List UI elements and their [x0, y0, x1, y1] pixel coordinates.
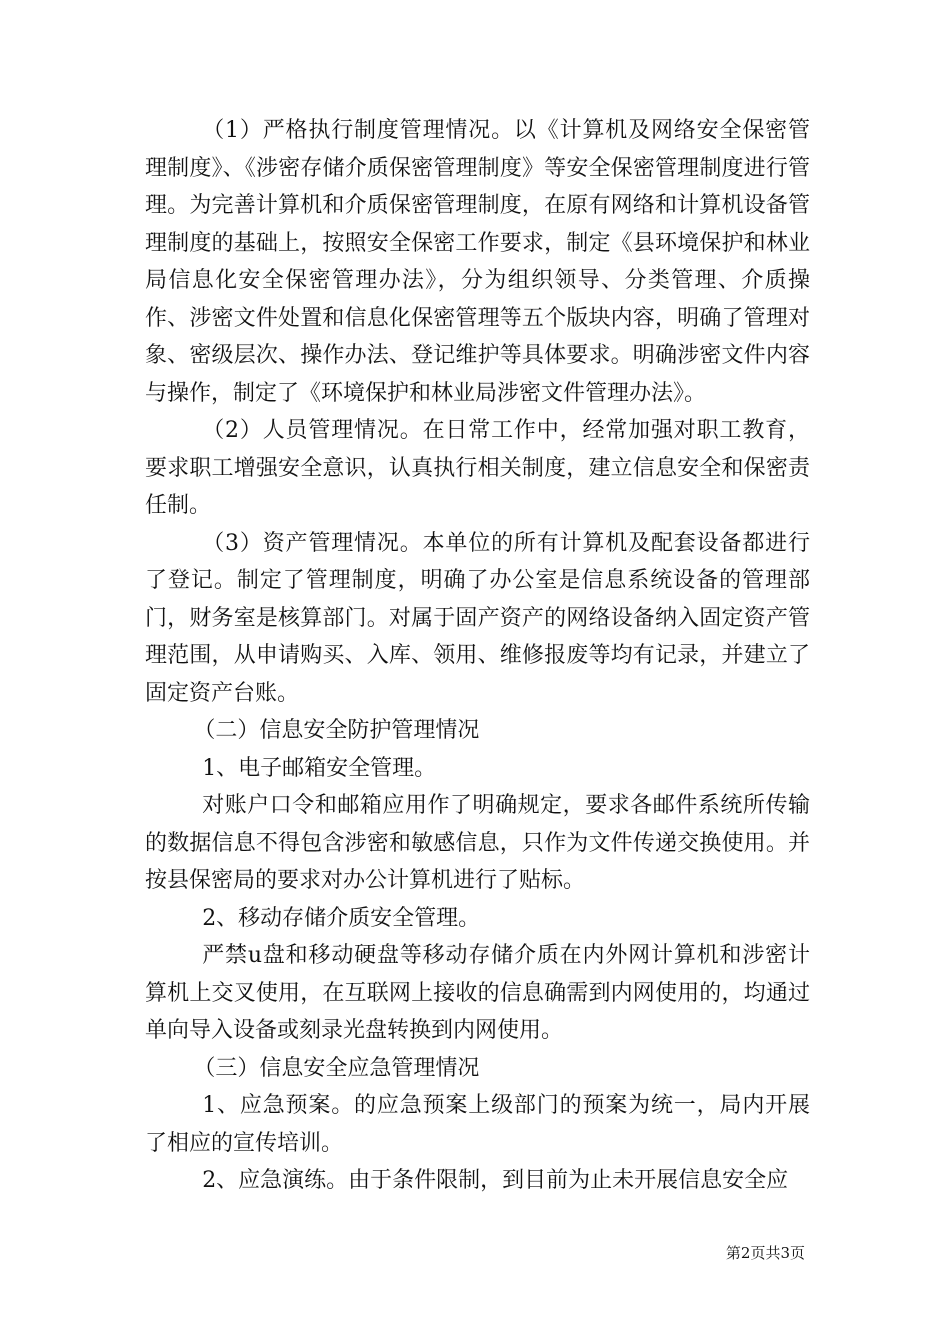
paragraph-emergency-drill: 2、应急演练。由于条件限制，到目前为止未开展信息安全应	[202, 1168, 789, 1193]
page-number-footer: 第2页共3页	[725, 1244, 805, 1262]
paragraph-storage-media: 严禁u盘和移动硬盘等移动存储介质在内外网计算机和涉密计算机上交叉使用，在互联网上接收的信息确需到内网使用的，均通过单向导入设备或刻录光盘转换到内网使用。	[145, 943, 810, 1043]
paragraph-asset-management: （3）资产管理情况。本单位的所有计算机及配套设备都进行了登记。制定了管理制度，明确了办公室是信息系统设备的管理部门，财务室是核算部门。对属于固产资产的网络设备纳入固定资产管理范围，从申请购买、入库、领用、维修报废等均有记录，并建立了固定资产台账。	[145, 530, 810, 706]
paragraph-personnel-management: （2）人员管理情况。在日常工作中，经常加强对职工教育，要求职工增强安全意识，认真执行相关制度，建立信息安全和保密责任制。	[145, 418, 810, 518]
section-heading-protection: （二）信息安全防护管理情况	[193, 718, 480, 743]
subheading-storage-media: 2、移动存储介质安全管理。	[202, 905, 481, 931]
paragraph-emergency-plan: 1、应急预案。的应急预案上级部门的预案为统一，局内开展了相应的宣传培训。	[145, 1093, 810, 1156]
paragraph-system-management: （1）严格执行制度管理情况。以《计算机及网络安全保密管理制度》、《涉密存储介质保密管理制度》等安全保密管理制度进行管理。为完善计算机和介质保密管理制度，在原有网络和计算机设备管理制度的基础上，按照安全保密工作要求，制定《县环境保护和林业局信息化安全保密管理办法》，分为组织领导、分类管理、介质操作、涉密文件处置和信息化保密管理等五个版块内容，明确了管理对象、密级层次、操作办法、登记维护等具体要求。明确涉密文件内容与操作，制定了《环境保护和林业局涉密文件管理办法》。	[145, 118, 810, 406]
paragraph-email-security: 对账户口令和邮箱应用作了明确规定，要求各邮件系统所传输的数据信息不得包含涉密和敏感信息，只作为文件传递交换使用。并按县保密局的要求对办公计算机进行了贴标。	[145, 793, 810, 893]
section-heading-emergency: （三）信息安全应急管理情况	[193, 1055, 480, 1081]
subheading-email-security: 1、电子邮箱安全管理。	[202, 755, 437, 781]
document-body	[145, 112, 810, 1200]
